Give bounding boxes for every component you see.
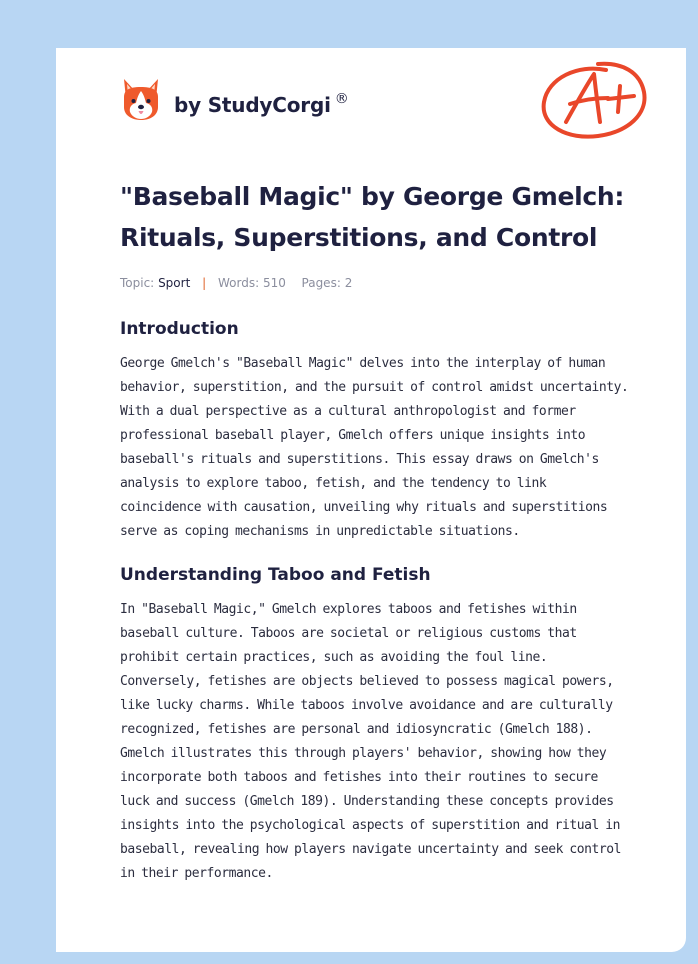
registered-mark: ® [334,91,349,107]
topic-label: Topic: [120,276,155,290]
topic-link[interactable]: Sport [158,276,191,290]
pages-value: 2 [344,276,353,290]
section-heading-introduction: Introduction [120,319,239,339]
section-body-introduction: George Gmelch's "Baseball Magic" delves into the interplay of human behavior, superstition, and the pursuit of control amidst uncertainty. With a dual perspective as a cultural anthropologist and former professional baseball player, Gmelch offers unique insights into baseball's rituals and superstitions. This essay draws on Gmelch's analysis to explore taboo, fetish, and the tendency to link coincidence with causation, unveiling why rituals and superstitions serve as coping mechanisms in unpredictable situations. [120,356,629,539]
corgi-icon [120,77,162,123]
essay-content [120,176,630,886]
essay-meta [120,276,630,290]
section-body-taboo-fetish: In "Baseball Magic," Gmelch explores taboos and fetishes within baseball culture. Taboos are societal or religious customs that prohibit certain practices, such as avoiding the foul line. Conversely, fetishes are objects believed to possess magical powers, like lucky charms. While taboos involve avoidance and are culturally recognized, fetishes are personal and idiosyncratic (Gmelch 188). Gmelch illustrates this through players' behavior, showing how they incorporate both taboos and fetishes into their routines to secure luck and success (Gmelch 189). Understanding these concepts provides insights into the psychological aspects of superstition and ritual in baseball, revealing how players navigate uncertainty and seek control in their performance. [120,602,621,881]
a-plus-stamp-icon [536,56,652,144]
words-value: 510 [262,276,286,290]
brand-logo-link[interactable] [120,76,349,124]
section-heading-taboo-fetish: Understanding Taboo and Fetish [120,565,431,585]
essay-page [56,48,686,952]
meta-separator: | [202,276,207,290]
words-label: Words: [217,276,260,290]
pages-label: Pages: [301,276,341,290]
brand-name: by StudyCorgi ® [174,91,349,117]
essay-title: "Baseball Magic" by George Gmelch: Rituals, Superstitions, and Control [120,182,625,252]
